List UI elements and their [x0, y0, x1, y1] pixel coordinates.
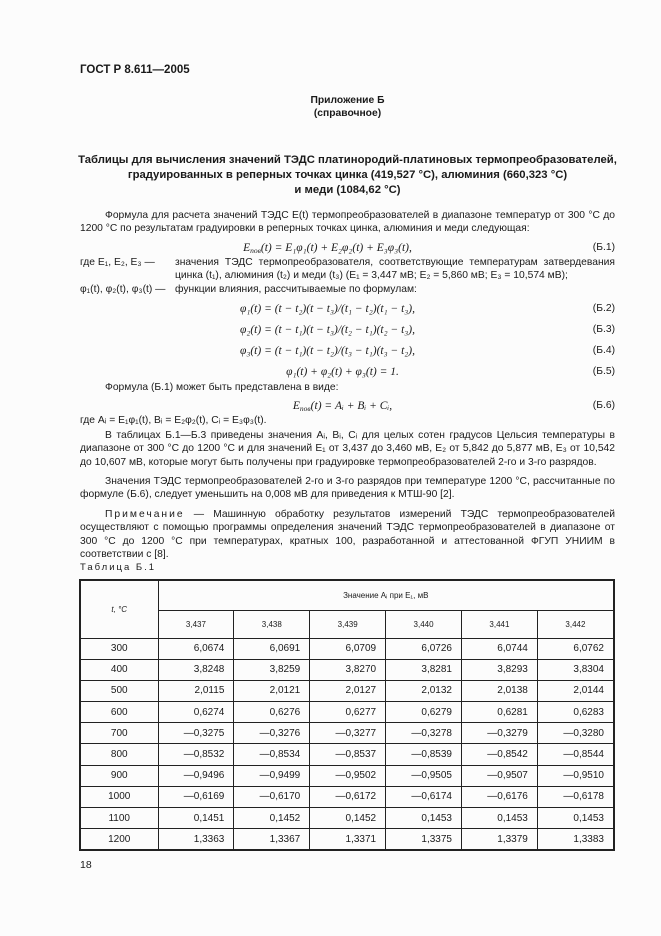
column-header: 3,437 — [158, 610, 234, 638]
formula-number: (Б.6) — [592, 400, 615, 412]
value-cell: 3,8270 — [310, 659, 386, 680]
value-cell: 2,0121 — [234, 680, 310, 701]
value-cell: 6,0674 — [158, 638, 234, 659]
value-cell: 6,0709 — [310, 638, 386, 659]
value-cell: 2,0138 — [462, 680, 538, 701]
table-row — [80, 723, 614, 744]
column-header: 3,441 — [462, 610, 538, 638]
value-cell: —0,6178 — [537, 786, 614, 807]
paragraph-formula-form: Формула (Б.1) может быть представлена в виде: — [105, 382, 339, 394]
where-abc-definition: где Aᵢ = E₁φ₁(t), Bᵢ = E₂φ₂(t), Cᵢ = E₃φ₃(t). — [80, 415, 267, 427]
value-cell: 0,6279 — [386, 702, 462, 723]
formula-text: φ₃(t) = (t − t₁)(t − t₂)/(t₃ − t₁)(t₃ − t₂), — [239, 345, 416, 358]
value-cell: 1,3375 — [386, 829, 462, 851]
temperature-cell: 900 — [80, 765, 158, 786]
value-cell: —0,9510 — [537, 765, 614, 786]
value-cell: 0,6281 — [462, 702, 538, 723]
value-cell: 2,0132 — [386, 680, 462, 701]
note-label: Примечание — [105, 508, 185, 520]
table-row — [80, 744, 614, 765]
column-group-header: Значение Aᵢ при E₁, мВ — [158, 580, 614, 611]
value-cell: —0,8534 — [234, 744, 310, 765]
where-text: значения ТЭДС термопреобразователя, соответствующие температурам затвердевания цинка (t₁), алюминия (t₂) и меди (t₃) (E₁ = 3,447 мВ; E₂ = 5,860 мВ; E₃ = 10,574 мВ); — [175, 256, 615, 282]
value-cell: 0,1451 — [158, 808, 234, 829]
temperature-cell: 500 — [80, 680, 158, 701]
formula-b3 — [80, 322, 615, 338]
formula-b1 — [80, 240, 615, 256]
page-number: 18 — [80, 859, 92, 872]
value-cell: 0,6274 — [158, 702, 234, 723]
note — [80, 508, 615, 562]
temperature-cell: 700 — [80, 723, 158, 744]
value-cell: —0,8532 — [158, 744, 234, 765]
table-row — [80, 702, 614, 723]
column-header: 3,438 — [234, 610, 310, 638]
value-cell: 1,3383 — [537, 829, 614, 851]
table-row — [80, 765, 614, 786]
value-cell: 0,6277 — [310, 702, 386, 723]
value-cell: 3,8259 — [234, 659, 310, 680]
table-row — [80, 659, 614, 680]
where-text: функции влияния, рассчитываемые по формулам: — [175, 283, 417, 295]
value-cell: —0,8544 — [537, 744, 614, 765]
value-cell: 6,0726 — [386, 638, 462, 659]
title-line: Таблицы для вычисления значений ТЭДС платинородий-платиновых термопреобразователей, — [78, 154, 617, 166]
formula-b4 — [80, 343, 615, 359]
formula-number: (Б.3) — [592, 324, 615, 336]
appendix-title: Приложение Б — [310, 95, 385, 106]
paragraph-intro: Формула для расчета значений ТЭДС E(t) термопреобразователей в диапазоне температур от 300 °С до 1200 °С по результатам градуировки в реперных точках цинка, алюминия и меди следующая: — [80, 210, 615, 235]
formula-number: (Б.5) — [592, 366, 615, 378]
formula-b2 — [80, 301, 615, 317]
value-cell: —0,6174 — [386, 786, 462, 807]
column-header: 3,440 — [386, 610, 462, 638]
document-header: ГОСТ Р 8.611—2005 — [80, 64, 190, 76]
table-row — [80, 808, 614, 829]
where-e-definition — [80, 256, 615, 283]
value-cell: 2,0127 — [310, 680, 386, 701]
value-cell: 0,1453 — [462, 808, 538, 829]
value-cell: —0,3277 — [310, 723, 386, 744]
paragraph-tables: В таблицах Б.1—Б.3 приведены значения Aᵢ, Bᵢ, Cᵢ для целых сотен градусов Цельсия температуры в диапазоне от 300 °С до 1200 °С и для значений E₁ от 3,437 до 3,460 мВ, E₂ от 5,842 до 5,877 мВ, E₃ от 10,542 до 10,607 мВ, которые могут быть получены при градуировке термопреобразователей 2-го и 3-го разрядов. — [80, 429, 615, 468]
formula-text: φ₁(t) + φ₂(t) + φ₃(t) = 1. — [286, 366, 399, 379]
appendix-heading — [80, 94, 615, 120]
value-cell: —0,9507 — [462, 765, 538, 786]
value-cell: 1,3371 — [310, 829, 386, 851]
value-cell: —0,9502 — [310, 765, 386, 786]
temperature-cell: 300 — [80, 638, 158, 659]
value-cell: 6,0744 — [462, 638, 538, 659]
column-header: 3,442 — [537, 610, 614, 638]
value-cell: 0,1452 — [310, 808, 386, 829]
formula-text: φ₂(t) = (t − t₁)(t − t₃)/(t₂ − t₁)(t₂ − t₃), — [239, 324, 416, 337]
value-cell: 6,0762 — [537, 638, 614, 659]
value-cell: 2,0144 — [537, 680, 614, 701]
value-cell: —0,6170 — [234, 786, 310, 807]
value-cell: —0,9496 — [158, 765, 234, 786]
value-cell: —0,6172 — [310, 786, 386, 807]
temperature-cell: 1200 — [80, 829, 158, 851]
formula-b5 — [80, 364, 615, 380]
value-cell: —0,3275 — [158, 723, 234, 744]
temperature-cell: 1100 — [80, 808, 158, 829]
value-cell: 1,3363 — [158, 829, 234, 851]
temperature-cell: 1000 — [80, 786, 158, 807]
formula-number: (Б.4) — [592, 345, 615, 357]
formula-lhs: E — [243, 241, 251, 254]
formula-text: φ₁(t) = (t − t₂)(t − t₃)/(t₁ − t₂)(t₁ − t₃), — [239, 303, 416, 316]
where-label: где E₁, E₂, E₃ — — [80, 256, 155, 268]
value-cell: 0,6283 — [537, 702, 614, 723]
formula-b6 — [80, 398, 615, 414]
value-cell: —0,9499 — [234, 765, 310, 786]
where-phi-definition — [80, 283, 615, 296]
value-cell: 3,8248 — [158, 659, 234, 680]
value-cell: —0,9505 — [386, 765, 462, 786]
table-row — [80, 680, 614, 701]
temperature-cell: 600 — [80, 702, 158, 723]
value-cell: 0,1453 — [537, 808, 614, 829]
value-cell: 1,3379 — [462, 829, 538, 851]
value-cell: —0,3278 — [386, 723, 462, 744]
value-cell: 0,1453 — [386, 808, 462, 829]
temperature-cell: 800 — [80, 744, 158, 765]
formula-rhs: (t) = E₁φ₁(t) + E₂φ₂(t) + E₃φ₃(t), — [260, 241, 412, 254]
value-cell: 0,6276 — [234, 702, 310, 723]
value-cell: 2,0115 — [158, 680, 234, 701]
temperature-cell: 400 — [80, 659, 158, 680]
value-cell: 1,3367 — [234, 829, 310, 851]
column-header: 3,439 — [310, 610, 386, 638]
table-row — [80, 829, 614, 851]
section-title — [60, 153, 635, 198]
formula-number: (Б.1) — [592, 241, 615, 253]
formula-rhs: (t) = Aᵢ + Bᵢ + Cᵢ, — [310, 400, 393, 413]
value-cell: —0,8542 — [462, 744, 538, 765]
value-cell: 3,8281 — [386, 659, 462, 680]
title-line: и меди (1084,62 °С) — [294, 184, 401, 196]
column-header-t: t, °С — [80, 580, 158, 639]
value-cell: —0,6176 — [462, 786, 538, 807]
table-row — [80, 786, 614, 807]
title-line: градуированных в реперных точках цинка (419,527 °С), алюминия (660,323 °С) — [127, 169, 568, 181]
value-cell: —0,3279 — [462, 723, 538, 744]
paragraph-correction: Значения ТЭДС термопреобразователей 2-го и 3-го разрядов при температуре 1200 °С, рассчитанные по формуле (Б.6), следует уменьшить на 0,008 мВ для приведения к МТШ-90 [2]. — [80, 476, 615, 501]
appendix-kind: (справочное) — [313, 108, 382, 119]
table-caption: Таблица Б.1 — [80, 561, 157, 573]
value-cell: —0,8539 — [386, 744, 462, 765]
value-cell: 6,0691 — [234, 638, 310, 659]
formula-number: (Б.2) — [592, 303, 615, 315]
value-cell: 0,1452 — [234, 808, 310, 829]
value-cell: —0,3280 — [537, 723, 614, 744]
table-row — [80, 638, 614, 659]
where-label: φ₁(t), φ₂(t), φ₃(t) — — [80, 283, 166, 295]
data-table — [79, 579, 615, 852]
value-cell: —0,6169 — [158, 786, 234, 807]
value-cell: —0,3276 — [234, 723, 310, 744]
value-cell: —0,8537 — [310, 744, 386, 765]
value-cell: 3,8293 — [462, 659, 538, 680]
formula-lhs: E — [292, 400, 300, 413]
formula-sub: пов — [299, 404, 311, 414]
formula-sub: пов — [250, 245, 261, 255]
note-text: — Машинную обработку результатов измерений ТЭДС термопреобразователей осуществляют с помощью программы определения значений ТЭДС термопреобразователей в диапазоне от 300 °С до 1200 °С при температурах, кратных 100, разработанной и аттестованной ФГУП УНИИМ в соответствии с [8]. — [80, 508, 615, 561]
value-cell: 3,8304 — [537, 659, 614, 680]
